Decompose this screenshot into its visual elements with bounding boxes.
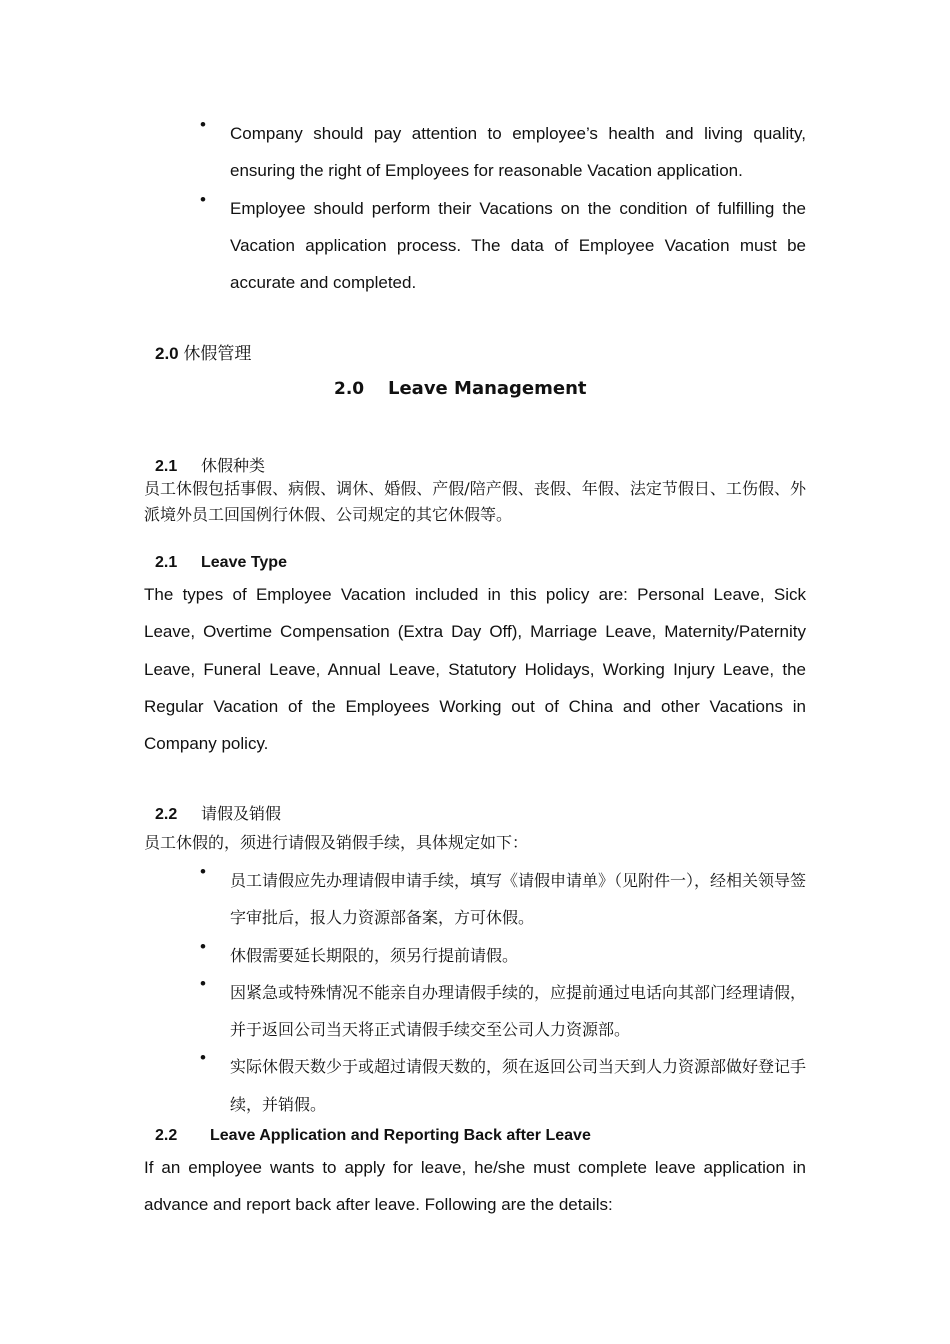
- section-heading-cn: [155, 339, 251, 364]
- subsection-intro-cn: 员工休假的，须进行请假及销假手续，具体规定如下：: [144, 833, 529, 852]
- subsection-title: Leave Type: [201, 554, 287, 571]
- section-title-en: Leave Management: [388, 378, 587, 399]
- list-item-text: 员工请假应先办理请假申请手续，填写《请假申请单》（见附件一），经相关领导签字审批后，报人力资源部备案，方可休假。: [230, 871, 807, 928]
- list-item: [0, 862, 950, 937]
- subsection-title: 请假及销假: [201, 804, 282, 823]
- list-item: [0, 974, 950, 1049]
- bullet-icon: •: [200, 1048, 206, 1068]
- list-item: [0, 1048, 950, 1123]
- list-item-text: Company should pay attention to employee’s health and living quality, ensuring the right of Employees for reasonable Vacation application.: [230, 124, 806, 181]
- subsection-title: Leave Application and Reporting Back after Leave: [210, 1127, 591, 1144]
- subsection-heading-en: [155, 554, 287, 572]
- subsection-number: 2.1: [155, 554, 178, 571]
- bullet-icon: •: [200, 973, 206, 993]
- leave-procedure-list: [0, 862, 950, 1123]
- section-number: 2.0: [334, 379, 365, 399]
- section-title-cn: 休假管理: [183, 344, 252, 364]
- list-item-text: 因紧急或特殊情况不能亲自办理请假手续的，应提前通过电话向其部门经理请假，并于返回公司当天将正式请假手续交至公司人力资源部。: [230, 982, 807, 1040]
- list-item: [0, 937, 950, 974]
- list-item-text: Employee should perform their Vacations on the condition of fulfilling the Vacation application process. The data of Employee Vacation must be accurate and completed.: [230, 198, 806, 293]
- subsection-body-en: If an employee wants to apply for leave, he/she must complete leave application in advance and report back after leave. Following are the details:: [144, 1158, 806, 1215]
- subsection-number: 2.1: [155, 458, 178, 475]
- subsection-heading-en: [155, 1127, 591, 1145]
- section-heading-en: [334, 378, 587, 399]
- subsection-title: 休假种类: [201, 456, 266, 475]
- subsection-number: 2.2: [155, 806, 178, 823]
- subsection-number: 2.2: [155, 1127, 178, 1144]
- list-item-text: 休假需要延长期限的，须另行提前请假。: [230, 945, 519, 965]
- bullet-icon: •: [200, 189, 206, 209]
- subsection-body-en: The types of Employee Vacation included in this policy are: Personal Leave, Sick Leave, Overtime Compensation (Extra Day Off), Marriage Leave, Maternity/Paternity Leave, Funeral Leave, Annual Leave, Statutory Holidays, Working Injury Leave, the Regular Vacation of the Employees Working out of China and other Vacations in Company policy.: [144, 585, 806, 754]
- section-number: 2.0: [155, 344, 179, 363]
- list-item: [0, 115, 950, 190]
- subsection-heading-cn: [155, 801, 281, 824]
- subsection-heading-cn: [155, 453, 265, 476]
- bullet-icon: •: [200, 862, 206, 881]
- list-item-text: 实际休假天数少于或超过请假天数的，须在返回公司当天到人力资源部做好登记手续，并销假。: [230, 1057, 807, 1114]
- bullet-icon: •: [200, 936, 206, 956]
- subsection-body-cn: 员工休假包括事假、病假、调休、婚假、产假/陪产假、丧假、年假、法定节假日、工伤假、外派境外员工回国例行休假、公司规定的其它休假等。: [144, 479, 806, 524]
- intro-bullet-list: [0, 115, 950, 301]
- list-item: [0, 190, 950, 302]
- bullet-icon: •: [200, 115, 206, 134]
